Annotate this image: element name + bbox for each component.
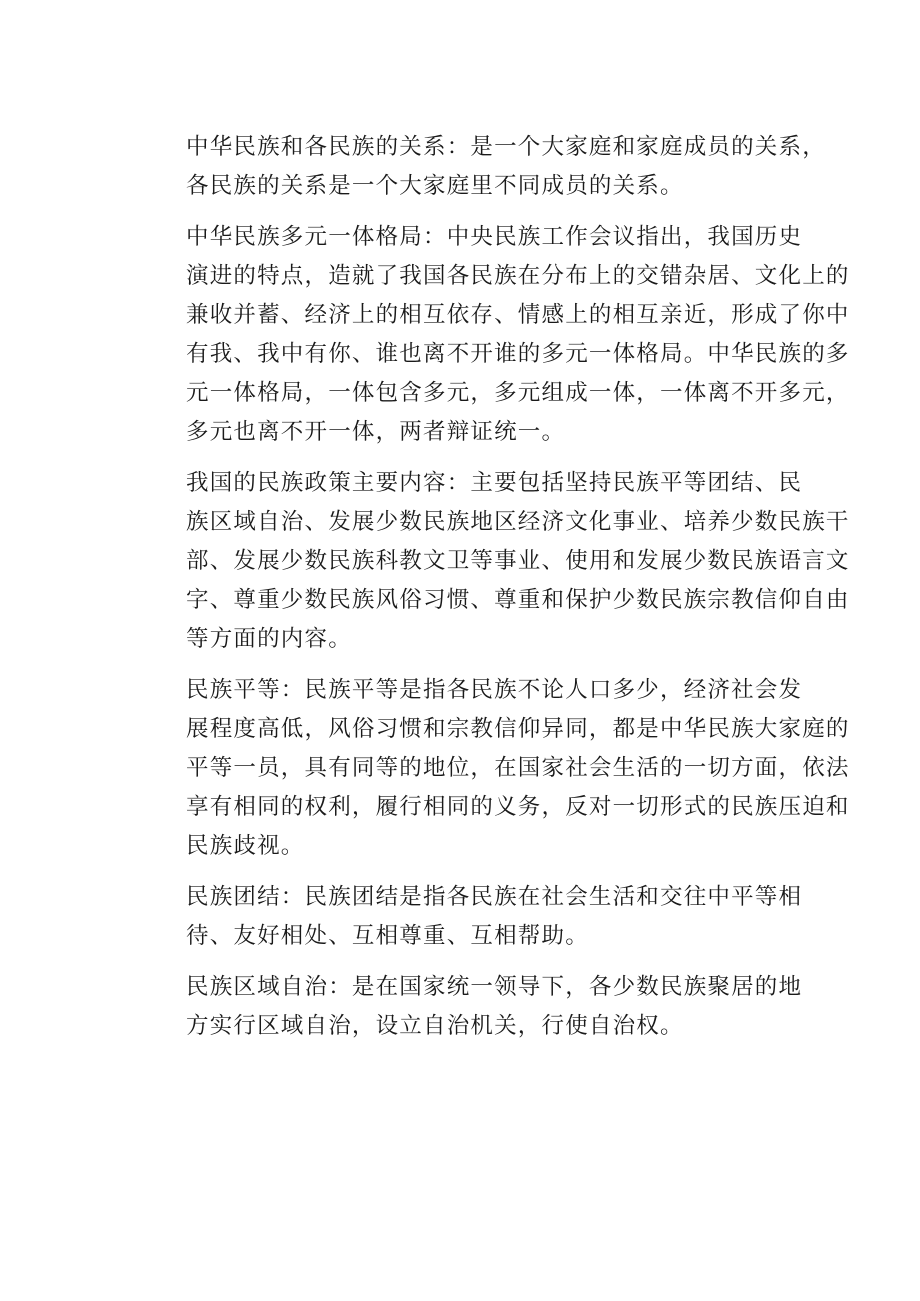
text-line: 元一体格局，一体包含多元，多元组成一体，一体离不开多元， (186, 380, 850, 406)
paragraph-pluralistic-unity (136, 218, 850, 452)
text-line: 演进的特点，造就了我国各民族在分布上的交错杂居、文化上的 (186, 263, 850, 289)
text-line: 族区域自治、发展少数民族地区经济文化事业、培养少数民族干 (186, 509, 850, 535)
text-line: 各民族的关系是一个大家庭里不同成员的关系。 (186, 173, 684, 199)
document-body (136, 128, 850, 1058)
text-line: 方实行区域自治，设立自治机关，行使自治权。 (186, 1013, 684, 1039)
text-line: 中华民族多元一体格局：中央民族工作会议指出，我国历史 (186, 224, 803, 250)
paragraph-ethnic-relations (136, 128, 826, 206)
paragraph-ethnic-policy (136, 464, 850, 659)
text-line: 展程度高低，风俗习惯和宗教信仰异同，都是中华民族大家庭的 (186, 716, 850, 742)
text-line: 兼收并蓄、经济上的相互依存、情感上的相互亲近，形成了你中 (186, 302, 850, 328)
text-line: 民族团结：民族团结是指各民族在社会生活和交往中平等相 (186, 884, 803, 910)
text-line: 有我、我中有你、谁也离不开谁的多元一体格局。中华民族的多 (186, 341, 850, 367)
text-line: 我国的民族政策主要内容：主要包括坚持民族平等团结、民 (186, 470, 803, 496)
text-line: 多元也离不开一体，两者辩证统一。 (186, 419, 566, 445)
paragraph-regional-autonomy (136, 968, 803, 1046)
text-line: 字、尊重少数民族风俗习惯、尊重和保护少数民族宗教信仰自由 (186, 587, 850, 613)
text-line: 平等一员，具有同等的地位，在国家社会生活的一切方面，依法 (186, 755, 850, 781)
text-line: 享有相同的权利，履行相同的义务，反对一切形式的民族压迫和 (186, 794, 850, 820)
paragraph-ethnic-equality (136, 671, 850, 866)
text-line: 部、发展少数民族科教文卫等事业、使用和发展少数民族语言文 (186, 548, 850, 574)
text-line: 中华民族和各民族的关系：是一个大家庭和家庭成员的关系， (186, 134, 826, 160)
text-line: 待、友好相处、互相尊重、互相帮助。 (186, 923, 589, 949)
text-line: 民族区域自治：是在国家统一领导下，各少数民族聚居的地 (186, 974, 803, 1000)
text-line: 等方面的内容。 (186, 626, 352, 652)
text-line: 民族平等：民族平等是指各民族不论人口多少，经济社会发 (186, 677, 803, 703)
text-line: 民族歧视。 (186, 833, 305, 859)
paragraph-ethnic-unity (136, 878, 803, 956)
